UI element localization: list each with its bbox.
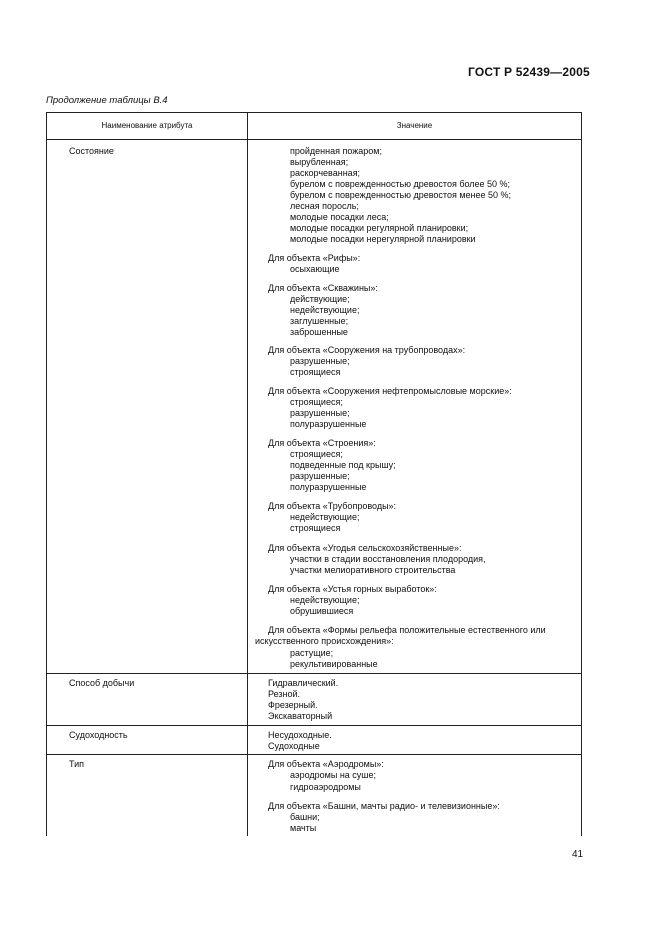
value-line: разрушенные;: [290, 356, 350, 366]
value-line: растущие;: [290, 648, 334, 658]
value-line: вырубленная;: [290, 157, 349, 167]
column-header-value: Значение: [396, 121, 433, 130]
value-line: разрушенные;: [290, 408, 350, 418]
header-separator: [47, 139, 581, 140]
value-line: разрушенные;: [290, 471, 350, 481]
object-group-title: Для объекта «Рифы»:: [268, 253, 361, 263]
value-line: заброшенные: [290, 327, 348, 337]
row-separator: [47, 725, 581, 726]
value-line: пройденная пожаром;: [290, 146, 382, 156]
attributes-table: [46, 112, 582, 836]
object-group-title: Для объекта «Башни, мачты радио- и телевизионные»:: [268, 801, 500, 811]
object-group-title: Для объекта «Сооружения нефтепромысловые морские»:: [268, 386, 512, 396]
object-group-title: Для объекта «Устья горных выработок»:: [268, 584, 437, 594]
value-line: Несудоходные.: [268, 730, 332, 740]
object-group-title: Для объекта «Аэродромы»:: [268, 759, 384, 769]
value-line: Резной.: [268, 689, 301, 699]
attribute-extraction-method: Способ добычи: [69, 678, 135, 688]
value-line: полуразрушенные: [290, 482, 367, 492]
column-header-attribute: Наименование атрибута: [101, 121, 193, 130]
attribute-state: Состояние: [69, 146, 114, 156]
value-line: Фрезерный.: [268, 700, 318, 710]
value-line: строящиеся: [290, 523, 341, 533]
row-separator: [47, 673, 581, 674]
value-line: Экскаваторный: [268, 711, 333, 721]
attribute-navigability: Судоходность: [69, 730, 128, 740]
object-group-title: Для объекта «Сооружения на трубопроводах»:: [268, 345, 466, 355]
page-number: 41: [572, 849, 584, 860]
value-line: аэродромы на суше;: [290, 770, 377, 780]
value-line: недействующие;: [290, 595, 360, 605]
value-line: действующие;: [290, 294, 350, 304]
value-line: осыхающие: [290, 264, 340, 274]
value-line: раскорчеванная;: [290, 168, 361, 178]
value-line: строящиеся: [290, 367, 341, 377]
value-line: рекультивированные: [290, 659, 378, 669]
object-group-title: Для объекта «Строения»:: [268, 438, 376, 448]
value-line: недействующие;: [290, 305, 360, 315]
value-line: молодые посадки нерегулярной планировки: [290, 234, 476, 244]
standard-designation: ГОСТ Р 52439—2005: [468, 65, 590, 79]
value-line: Гидравлический.: [268, 678, 339, 688]
value-line: лесная поросль;: [290, 201, 359, 211]
row-separator: [47, 754, 581, 755]
object-group-title: Для объекта «Трубопроводы»:: [268, 501, 397, 511]
attribute-type: Тип: [69, 759, 85, 769]
value-line: строящиеся;: [290, 449, 343, 459]
value-line: участки мелиоративного строительства: [290, 565, 456, 575]
table-continuation-caption: Продолжение таблицы В.4: [46, 95, 168, 106]
value-line: молодые посадки леса;: [290, 212, 389, 222]
value-line: мачты: [290, 823, 317, 833]
column-divider: [247, 113, 248, 836]
value-line: обрушившиеся: [290, 606, 354, 616]
value-line: бурелом с поврежденностью древостоя менее 50 %;: [290, 190, 512, 200]
object-group-title: Для объекта «Формы рельефа положительные естественного или: [268, 625, 546, 635]
value-line: участки в стадии восстановления плодородия,: [290, 554, 486, 564]
value-line: строящиеся;: [290, 397, 343, 407]
value-line: молодые посадки регулярной планировки;: [290, 223, 469, 233]
value-line: гидроаэродромы: [290, 782, 361, 792]
object-group-title-continued: искусственного происхождения»:: [255, 636, 394, 646]
object-group-title: Для объекта «Угодья сельскохозяйственные»:: [268, 543, 462, 553]
value-line: бурелом с поврежденностью древостоя более 50 %;: [290, 179, 511, 189]
value-line: недействующие;: [290, 512, 360, 522]
value-line: Судоходные: [268, 741, 320, 751]
value-line: башни;: [290, 812, 320, 822]
object-group-title: Для объекта «Скважины»:: [268, 283, 378, 293]
value-line: подведенные под крышу;: [290, 460, 396, 470]
value-line: заглушенные;: [290, 316, 349, 326]
value-line: полуразрушенные: [290, 419, 367, 429]
